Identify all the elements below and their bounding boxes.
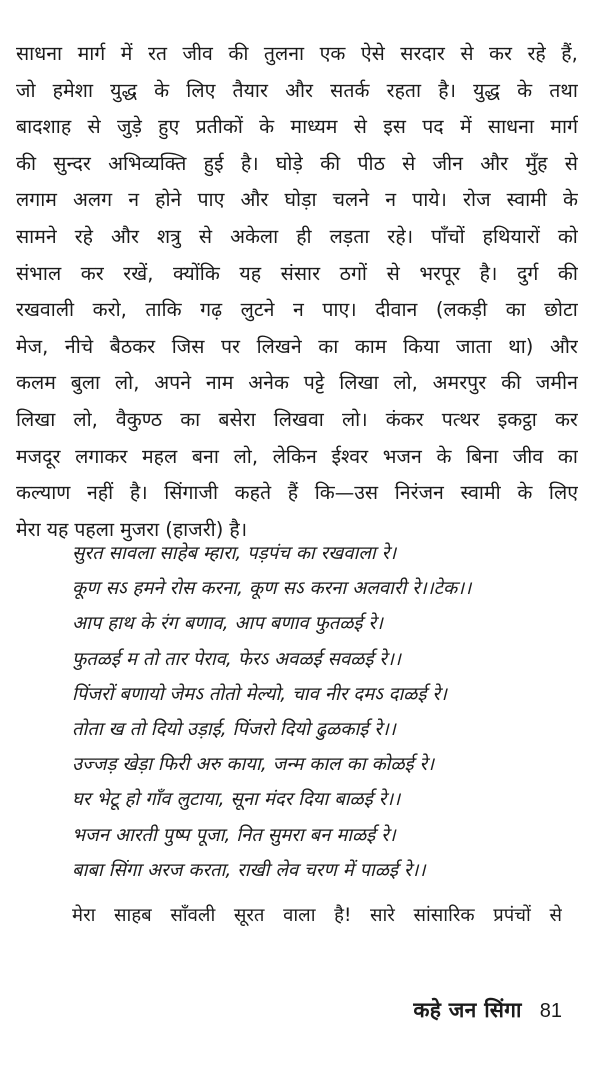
- word: होने: [155, 188, 182, 212]
- commentary-paragraph: [16, 36, 578, 548]
- word: युद्ध: [473, 78, 501, 102]
- verse-line: आप हाथ के रंग बणाव, आप बणाव फुतळई रे।: [72, 613, 383, 635]
- word: पट्टे: [303, 371, 325, 395]
- word: सांसारिक: [413, 905, 475, 926]
- word: जीव: [512, 444, 544, 468]
- word: लो,: [73, 407, 98, 431]
- word: मेरा: [16, 517, 41, 541]
- word: की: [501, 371, 522, 395]
- word: न: [385, 188, 397, 212]
- word: और: [549, 334, 578, 358]
- word: क्योंकि: [173, 261, 220, 285]
- word: सूरत: [233, 905, 265, 926]
- word: सामने: [16, 224, 57, 248]
- page-footer: [413, 990, 562, 1030]
- word: बसेरा: [218, 407, 256, 431]
- word: पाए: [197, 188, 225, 212]
- word: भरपूर: [419, 261, 461, 285]
- word: मेरा: [72, 905, 96, 926]
- prose-line: [16, 219, 578, 256]
- running-title: कहे जन सिंगा: [413, 998, 522, 1022]
- word: के: [259, 115, 275, 139]
- word: कहते: [234, 481, 272, 505]
- word: कंकर: [385, 407, 424, 431]
- word: है।: [240, 151, 259, 175]
- word: नीचे: [64, 334, 94, 358]
- page-number: 81: [539, 1000, 562, 1022]
- word: है।: [479, 261, 498, 285]
- word: रखवाली: [16, 298, 75, 322]
- prose-line: [16, 256, 578, 293]
- word: कलम: [16, 371, 56, 395]
- word: अलग: [73, 188, 113, 212]
- word: करो,: [92, 298, 127, 322]
- word: अभिव्यक्ति: [108, 151, 187, 175]
- prose-line: [16, 439, 578, 476]
- word: पत्थर: [441, 407, 480, 431]
- word: अनेक: [248, 371, 289, 395]
- word: अपने: [154, 371, 192, 395]
- word: लगाकर: [75, 444, 128, 468]
- word: का: [180, 407, 201, 431]
- word: (हाजरी): [165, 517, 224, 541]
- word: जीव: [182, 42, 213, 65]
- word: संसार: [280, 261, 321, 285]
- word: के: [517, 481, 533, 505]
- word: सुन्दर: [53, 151, 91, 175]
- word: का: [318, 334, 339, 358]
- word: गढ़: [200, 298, 223, 322]
- prose-line: [16, 73, 578, 110]
- word: ताकि: [145, 298, 182, 322]
- prose-line: [16, 36, 578, 73]
- word: के: [562, 188, 578, 212]
- word: रहे: [74, 224, 94, 248]
- word: हैं: [287, 481, 299, 505]
- word: माध्यम: [290, 115, 338, 139]
- word: घोड़ा: [284, 188, 317, 212]
- verse-line: बाबा सिंगा अरज करता, राखी लेव चरण में पाळई रे।।: [72, 859, 426, 881]
- prose-line: [16, 182, 578, 219]
- word: ईश्वर: [331, 444, 369, 468]
- word: में: [120, 42, 133, 65]
- word: किया: [403, 334, 440, 358]
- word: बिना: [466, 444, 499, 468]
- word: युद्ध: [110, 78, 138, 102]
- word: अमरपुर: [432, 371, 487, 395]
- word: मुजरा: [120, 517, 160, 541]
- word: ठगों: [339, 261, 367, 285]
- word: पाँचों: [431, 224, 465, 248]
- word: हुए: [158, 115, 180, 139]
- word: सिंगाजी: [164, 481, 218, 505]
- word: लिखा: [339, 371, 379, 395]
- word: लेकिन: [272, 444, 317, 468]
- verse-line: घर भेटू हो गाँव लुटाया, सूना मंदर दिया बाळई रे।।: [72, 789, 401, 811]
- word: रहे।: [387, 224, 414, 248]
- word: जो: [16, 78, 36, 102]
- word: शत्रु: [156, 224, 181, 248]
- word: इकट्ठा: [497, 407, 537, 431]
- word: लिए: [548, 481, 578, 505]
- word: दुर्ग: [516, 261, 539, 285]
- word: साधना: [487, 115, 535, 139]
- word: वाला: [283, 905, 316, 926]
- word: और: [480, 151, 509, 175]
- word: बादशाह: [16, 115, 72, 139]
- word: के: [436, 444, 452, 468]
- word: लिखने: [256, 334, 302, 358]
- prose-line: [16, 402, 578, 439]
- word: तथा: [549, 78, 578, 102]
- word: स्वामी: [460, 481, 501, 505]
- word: सारे: [369, 905, 395, 926]
- word: को: [557, 224, 578, 248]
- word: नाम: [205, 371, 234, 395]
- word: है।: [229, 517, 248, 541]
- word: संभाल: [16, 261, 62, 285]
- verse-line: उज्जड़ खेड़ा फिरी अरु काया, जन्म काल का कोळई रे।: [72, 754, 435, 776]
- word: लुटने: [240, 298, 275, 322]
- word: की: [320, 151, 341, 175]
- word: पीठ: [357, 151, 385, 175]
- word: हुई: [203, 151, 224, 175]
- word: है।: [438, 78, 456, 102]
- word: ही: [296, 224, 312, 248]
- word: जिस: [171, 334, 205, 358]
- word: सतर्क: [330, 78, 370, 102]
- word: के: [517, 78, 533, 102]
- prose-line: [16, 146, 578, 183]
- word: से: [564, 151, 578, 175]
- word: तुलना: [263, 42, 305, 65]
- word: के: [154, 78, 170, 102]
- word: था): [508, 334, 534, 358]
- word: रहे: [527, 42, 546, 65]
- word: कर: [80, 261, 104, 285]
- word: जमीन: [535, 371, 578, 395]
- word: हमेशा: [52, 78, 93, 102]
- word: लो।: [341, 407, 368, 431]
- word: लो,: [393, 371, 418, 395]
- word: छोटा: [544, 298, 578, 322]
- word: और: [285, 78, 314, 102]
- word: भजन: [382, 444, 422, 468]
- word: रहता: [386, 78, 422, 102]
- word: लो,: [114, 371, 140, 395]
- word: हथियारों: [482, 224, 540, 248]
- word: साँवली: [170, 905, 216, 926]
- word: महल: [141, 444, 178, 468]
- closing-line: [72, 898, 562, 934]
- word: मार्ग: [77, 42, 106, 65]
- word: नहीं: [86, 481, 114, 505]
- word: कर: [489, 42, 512, 65]
- word: घोड़े: [275, 151, 303, 175]
- word: लिए: [186, 78, 216, 102]
- word: न: [293, 298, 304, 322]
- word: मुँह: [525, 151, 548, 175]
- word: जीन: [432, 151, 463, 175]
- word: मार्ग: [550, 115, 578, 139]
- word: काम: [354, 334, 387, 358]
- verse-line: कूण सऽ हमने रोस करना, कूण सऽ करना अलवारी रे।।टेक।।: [72, 578, 472, 600]
- verse-line: तोता ख तो दियो उड़ाई, पिंजरो दियो ढुळकाई रे।।: [72, 718, 396, 740]
- word: बना: [191, 444, 219, 468]
- prose-line: [16, 109, 578, 146]
- word: ऐसे: [360, 42, 385, 65]
- word: साधना: [16, 42, 63, 65]
- word: निरंजन: [394, 481, 444, 505]
- word: पाये।: [412, 188, 447, 212]
- word: कि—उस: [314, 481, 379, 505]
- word: बैठकर: [109, 334, 156, 358]
- word: से: [402, 151, 416, 175]
- word: मजदूर: [16, 444, 61, 468]
- word: लिखा: [16, 407, 56, 431]
- prose-line: [16, 475, 578, 512]
- word: और: [111, 224, 139, 248]
- prose-line: [16, 365, 578, 402]
- word: की: [228, 42, 249, 65]
- word: पहला: [74, 517, 115, 541]
- word: पर: [220, 334, 241, 358]
- word: पद: [422, 115, 444, 139]
- word: प्रपंचों: [493, 905, 531, 926]
- word: लड़ता: [329, 224, 370, 248]
- word: साहब: [114, 905, 152, 926]
- word: से: [549, 905, 562, 926]
- word: का: [505, 298, 526, 322]
- word: की: [557, 261, 578, 285]
- word: कल्याण: [16, 481, 71, 505]
- word: मेज,: [16, 334, 49, 358]
- word: में: [459, 115, 472, 139]
- word: हैं,: [561, 42, 578, 65]
- word: सरदार: [400, 42, 445, 65]
- word: स्वामी: [506, 188, 547, 212]
- word: जाता: [456, 334, 492, 358]
- word: और: [240, 188, 269, 212]
- word: वैकुण्ठ: [115, 407, 163, 431]
- verse-block: [72, 536, 572, 888]
- word: जुड़े: [116, 115, 142, 139]
- word: यह: [46, 517, 69, 541]
- word: से: [198, 224, 213, 248]
- word: (लकड़ी: [435, 298, 488, 322]
- word: अकेला: [230, 224, 279, 248]
- word: तैयार: [232, 78, 268, 102]
- word: यह: [239, 261, 262, 285]
- word: पाए।: [322, 298, 357, 322]
- word: न: [128, 188, 140, 212]
- word: दीवान: [375, 298, 418, 322]
- word: है!: [334, 905, 352, 926]
- word: से: [386, 261, 400, 285]
- word: से: [87, 115, 101, 139]
- prose-line: [16, 329, 578, 366]
- word: इस: [383, 115, 406, 139]
- word: लो,: [233, 444, 259, 468]
- word: रत: [147, 42, 168, 65]
- verse-line: सुरत सावला साहेब म्हारा, पड़पंच का रखवाला रे।: [72, 543, 397, 564]
- word: से: [460, 42, 474, 65]
- word: लगाम: [16, 188, 57, 212]
- word: प्रतीकों: [195, 115, 243, 139]
- word: चलने: [332, 188, 370, 212]
- verse-line: पिंजरों बणायो जेमऽ तोतो मेल्यो, चाव नीर दमऽ दाळई रे।: [72, 683, 447, 705]
- verse-line: फुतळई म तो तार पेराव, फेरऽ अवळई सवळई रे।।: [72, 648, 401, 670]
- word: एक: [319, 42, 346, 65]
- word: का: [557, 444, 578, 468]
- word: कर: [554, 407, 578, 431]
- word: बुला: [70, 371, 101, 395]
- word: से: [353, 115, 367, 139]
- word: रोज: [463, 188, 491, 212]
- word: है।: [129, 481, 148, 505]
- word: रखें,: [123, 261, 154, 285]
- verse-line: भजन आरती पुष्प पूजा, नित सुमरा बन माळई रे।: [72, 824, 396, 846]
- word: की: [16, 151, 37, 175]
- word: लिखवा: [273, 407, 324, 431]
- prose-line: [16, 292, 578, 329]
